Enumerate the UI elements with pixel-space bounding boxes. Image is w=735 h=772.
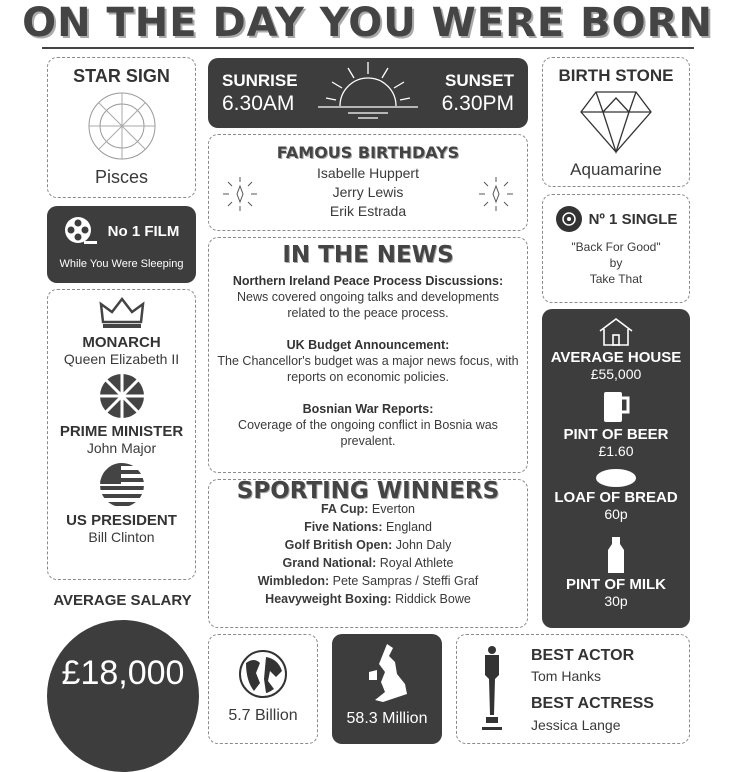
news-text: News covered ongoing talks and developments related to the peace process. [237, 290, 499, 320]
sunset-label: SUNSET [445, 71, 514, 90]
sport-value: Riddick Bowe [395, 592, 471, 606]
star-sign-heading: STAR SIGN [73, 66, 170, 86]
news-heading: IN THE NEWS [282, 242, 454, 268]
pm-label: PRIME MINISTER [59, 423, 184, 440]
film-heading: No 1 FILM [107, 222, 180, 240]
single-song: "Back For Good" [571, 240, 661, 254]
sport-value: Everton [371, 502, 416, 516]
title-rule [42, 47, 694, 49]
birth-stone-card [542, 57, 690, 187]
sport-value: England [386, 520, 432, 534]
star-sign-card [47, 57, 196, 198]
sport-label: Grand National: [282, 556, 377, 570]
world-population-card [208, 634, 318, 744]
news-title: Bosnian War Reports: [302, 402, 434, 416]
sport-label: Heavyweight Boxing: [265, 592, 392, 606]
pm-name: John Major [86, 440, 157, 456]
birthday-name: Erik Estrada [329, 203, 407, 219]
page-title: ON THE DAY YOU WERE BORN [22, 0, 713, 46]
price-value: £55,000 [590, 366, 642, 382]
price-label: AVERAGE HOUSE [550, 349, 682, 366]
beer-mug-icon [601, 388, 631, 424]
price-value: £1.60 [598, 443, 634, 459]
in-the-news-card [208, 237, 528, 473]
monarch-label: MONARCH [82, 334, 161, 351]
sport-label: FA Cup: [320, 502, 369, 516]
prices-card [542, 309, 690, 628]
salary-label: AVERAGE SALARY [53, 592, 192, 609]
no1-film-card [47, 206, 196, 283]
sport-row [321, 500, 415, 518]
sport-row [285, 536, 452, 554]
birthdays-heading: FAMOUS BIRTHDAYS [276, 143, 460, 162]
sport-row [304, 518, 432, 536]
news-title: UK Budget Announcement: [286, 338, 450, 352]
diamond-icon [579, 90, 653, 154]
salary-value: £18,000 [61, 654, 185, 692]
zodiac-wheel-icon [87, 91, 157, 161]
birth-stone-heading: BIRTH STONE [558, 66, 674, 85]
milk-bottle-icon [606, 536, 626, 574]
sport-heading: SPORTING WINNERS [236, 478, 500, 504]
uk-population: 58.3 Million [346, 710, 428, 727]
monarch-name: Queen Elizabeth II [63, 351, 180, 367]
sport-label: Golf British Open: [284, 538, 393, 552]
birth-stone-value: Aquamarine [570, 160, 662, 179]
globe-icon [238, 649, 288, 699]
president-name: Bill Clinton [88, 529, 155, 545]
vinyl-record-icon [555, 205, 583, 233]
world-population: 5.7 Billion [228, 707, 298, 724]
news-text: Coverage of the ongoing conflict in Bosnia was prevalent. [238, 418, 498, 448]
best-actress: Jessica Lange [531, 717, 621, 733]
price-label: LOAF OF BREAD [554, 489, 678, 506]
sport-row [265, 590, 471, 608]
salary-circle [47, 620, 199, 772]
sport-row [258, 572, 479, 590]
uk-flag-icon [99, 373, 145, 419]
single-heading: Nº 1 SINGLE [588, 210, 678, 228]
leaders-card [47, 289, 196, 580]
famous-birthdays-card [208, 134, 528, 231]
house-icon [596, 317, 636, 347]
uk-population-card [332, 634, 442, 744]
oscar-statuette-icon [479, 645, 505, 731]
sparkle-icon [479, 177, 513, 211]
sport-label: Wimbledon: [257, 574, 330, 588]
sunset-time: 6.30PM [441, 92, 514, 115]
price-label: PINT OF MILK [566, 576, 666, 593]
no1-single-card [542, 194, 690, 303]
sunrise-sunset-card [208, 58, 528, 128]
sport-value: Royal Athlete [379, 556, 454, 570]
sporting-winners-card [208, 479, 528, 628]
birthday-name: Isabelle Huppert [317, 165, 419, 181]
best-actor-label: BEST ACTOR [531, 647, 635, 664]
sunrise-label: SUNRISE [222, 71, 298, 90]
sparkle-icon [223, 177, 257, 211]
best-actress-label: BEST ACTRESS [531, 695, 654, 712]
single-artist: Take That [589, 272, 643, 286]
sport-label: Five Nations: [304, 520, 383, 534]
crown-icon [99, 296, 145, 330]
price-label: PINT OF BEER [563, 426, 669, 443]
oscars-card [456, 634, 690, 744]
news-text: The Chancellor's budget was a major news focus, with reports on economic policies. [217, 354, 519, 384]
uk-map-icon [365, 642, 409, 704]
film-reel-icon [64, 216, 98, 246]
sunrise-icon [318, 60, 418, 126]
film-title: While You Were Sleeping [59, 258, 184, 270]
birthday-name: Jerry Lewis [332, 184, 404, 200]
sport-row [283, 554, 454, 572]
sport-value: John Daly [395, 538, 452, 552]
price-value: 30p [604, 593, 628, 609]
president-label: US PRESIDENT [66, 512, 177, 529]
best-actor: Tom Hanks [531, 668, 602, 684]
bread-loaf-icon [595, 467, 637, 487]
price-value: 60p [604, 506, 628, 522]
us-flag-icon [99, 462, 145, 508]
news-title: Northern Ireland Peace Process Discussions: [232, 274, 504, 288]
sunrise-time: 6.30AM [222, 92, 295, 115]
star-sign-value: Pisces [94, 167, 148, 187]
sport-value: Pete Sampras / Steffi Graf [332, 574, 479, 588]
single-by: by [609, 256, 623, 270]
